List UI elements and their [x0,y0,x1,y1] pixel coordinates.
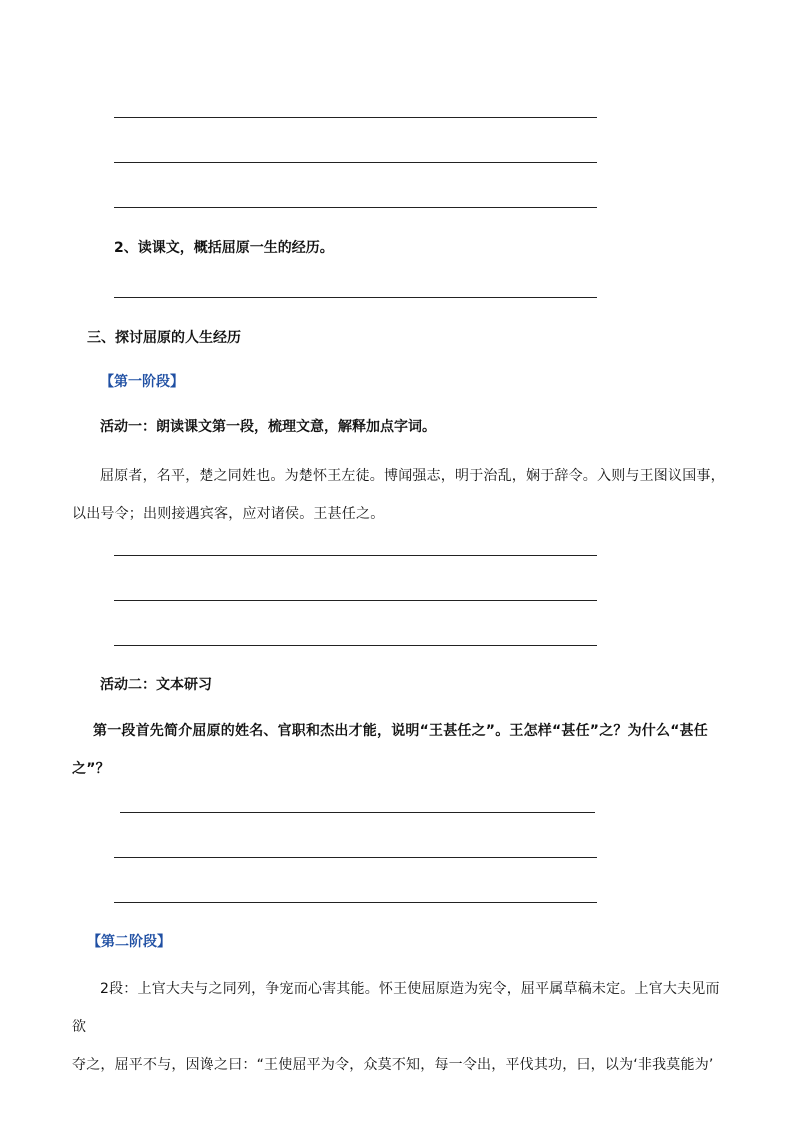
passage-2-line-1: 2段：上官大夫与之同列，争宠而心害其能。怀王使屈原造为宪令，屈平属草稿未定。上官大夫见而欲 [72,981,720,1035]
question-2: 2、读课文，概括屈原一生的经历。 [114,240,334,256]
answer-line[interactable] [114,645,597,646]
answer-line[interactable] [114,117,597,118]
question-text-line-2: 之”？ [72,761,110,777]
question-text-line-1: 第一段首先简介屈原的姓名、官职和杰出才能，说明“王甚任之”。王怎样“甚任”之？为什么“甚任 [93,723,709,739]
activity-1-title: 活动一：朗读课文第一段，梳理文意，解释加点字词。 [100,419,436,435]
answer-line[interactable] [114,857,597,858]
answer-line[interactable] [114,902,597,903]
answer-line[interactable] [114,555,597,556]
passage-2-line-2: 夺之，屈平不与，因谗之曰：“王使屈平为令，众莫不知，每一令出，平伐其功，曰，以为‘非我莫能为’ [72,1057,714,1073]
question-text [72,712,732,788]
answer-line[interactable] [114,297,597,298]
stage-1-label: 【第一阶段】 [100,374,184,390]
stage-2-label: 【第二阶段】 [87,934,171,950]
activity-2-title: 活动二：文本研习 [100,677,212,693]
answer-line[interactable] [120,812,595,813]
answer-line[interactable] [114,207,597,208]
passage-1-line-2: 以出号令；出则接遇宾客，应对诸侯。王甚任之。 [72,506,385,522]
passage-1-line-1: 屈原者，名平，楚之同姓也。为楚怀王左徒。博闻强志，明于治乱，娴于辞令。入则与王图议国事， [100,468,725,484]
answer-line[interactable] [114,600,597,601]
passage-2 [72,970,732,1084]
answer-line[interactable] [114,162,597,163]
section-heading: 三、探讨屈原的人生经历 [87,330,241,346]
passage-1 [72,457,732,533]
